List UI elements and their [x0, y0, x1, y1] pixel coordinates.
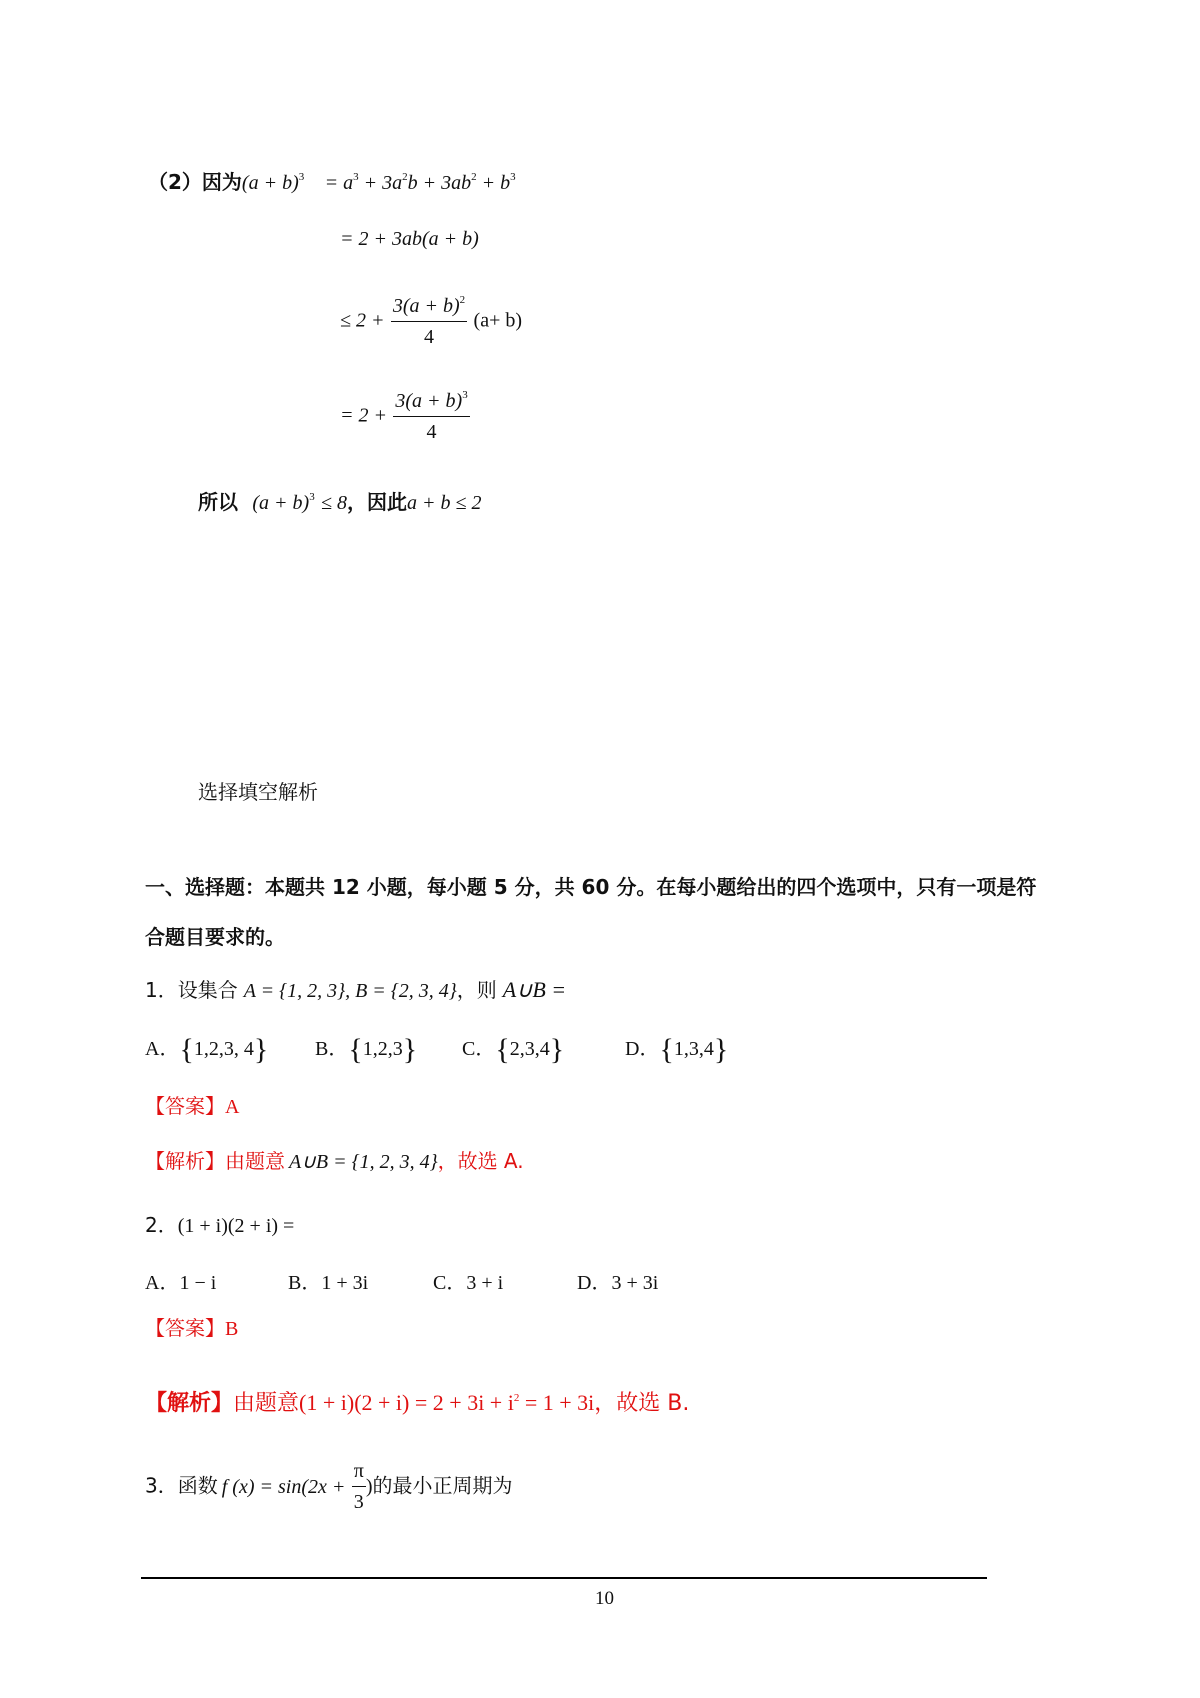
proof-line-3: ≤ 2 + $\frac{3(a + b)^2}{4}$ (a+ b)	[340, 294, 523, 348]
part-one-heading-line1: 一、选择题：本题共 12 小题，每小题 5 分，共 60 分。在每小题给出的四个选项中，只有一项是符	[145, 875, 1037, 899]
question-2-option-d[interactable]: D．3 + 3i	[577, 1272, 659, 1294]
question-1-stem: 1．设集合 A = {1, 2, 3}, B = {2, 3, 4}，则 A∪B =	[145, 977, 567, 1002]
question-1-option-a[interactable]: A．{1,2,3, 4}	[145, 1033, 269, 1066]
question-1-option-c[interactable]: C．{2,3,4}	[462, 1033, 565, 1066]
page-number: 10	[595, 1588, 614, 1609]
question-1-answer: 【答案】A	[145, 1094, 240, 1118]
proof-line-2: = 2 + 3ab(a + b)	[340, 228, 479, 250]
question-3-stem: 3．函数 f (x) = sin(2x + $\frac{\pi}{3}$ )的最小正周期为	[145, 1460, 513, 1513]
question-1-option-d[interactable]: D．{1,3,4}	[625, 1033, 729, 1066]
question-2-option-a[interactable]: A．1 − i	[145, 1272, 217, 1294]
question-1-analysis: 【解析】由题意 A∪B = {1, 2, 3, 4}，故选 A.	[145, 1149, 524, 1173]
section-title: 选择填空解析	[198, 780, 318, 804]
proof-conclusion: 所以 $(a + b)^3 \le 8$，因此a + b ≤ 2	[198, 490, 482, 514]
question-2-analysis: 【解析】由题意$(1 + i)(2 + i) = 2 + 3i + i^2 = 1 + 3i$，故选 B.	[145, 1390, 690, 1416]
proof-line-1: （2）因为$(a + b)^3 = a^3 + 3a^2b + 3ab^2 + b^3$	[148, 170, 516, 194]
fraction: $\frac{3(a + b)^3}{4}$	[395, 389, 468, 443]
question-2-answer: 【答案】B	[145, 1316, 239, 1340]
part-one-heading-line2: 合题目要求的。	[145, 925, 285, 949]
proof-line-4: = 2 + $\frac{3(a + b)^3}{4}$	[340, 389, 468, 443]
footer-rule	[141, 1577, 987, 1579]
fraction: $\frac{3(a + b)^2}{4}$	[392, 294, 466, 348]
question-2-option-c[interactable]: C．3 + i	[433, 1272, 504, 1294]
question-2-option-b[interactable]: B．1 + 3i	[288, 1272, 369, 1294]
question-2-stem: 2．(1 + i)(2 + i) =	[145, 1213, 295, 1237]
proof-label: （2）因为	[148, 170, 242, 194]
question-1-option-b[interactable]: B．{1,2,3}	[315, 1033, 418, 1066]
fraction: $\frac{\pi}{3}$	[353, 1460, 364, 1513]
